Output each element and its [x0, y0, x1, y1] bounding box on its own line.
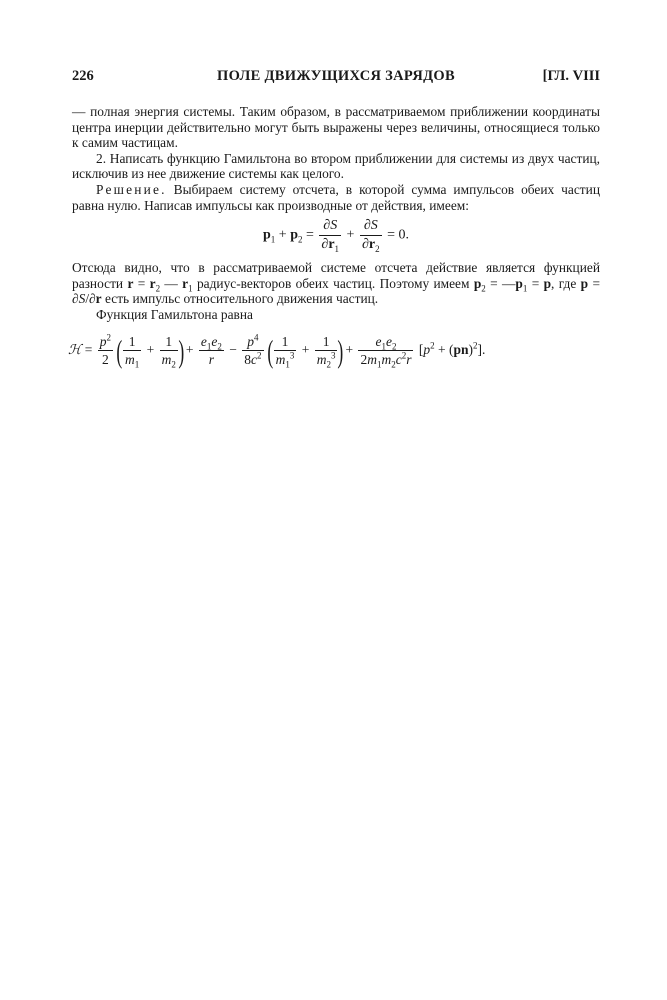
paragraph-problem-2: 2. Написать функцию Гамильтона во втором приближении для системы из двух частиц, исключив из нее движение системы как целого. [72, 150, 600, 182]
solution-label: Решение. [96, 181, 167, 197]
equation-momentum-sum: $p_1 + p_2$ = $\frac{\partial S}{\partial r_1}$ + $\frac{\partial S}{\partial r_2}$ = 0. [263, 218, 409, 254]
chapter-reference: [ГЛ. VIII [542, 68, 600, 84]
paragraph-relative-motion: Отсюда видно, что в рассматриваемой системе отсчета действие является функцией разности $r = r_2$ — $r_1$ радиус-векторов обеих частиц. Поэтому имеем $p_2$ = $—p_1 = p$, где p = ∂S/∂r есть импульс относительного движения частиц. [72, 260, 601, 307]
page-header [72, 68, 600, 90]
paragraph-hamiltonian-intro: Функция Гамильтона равна [96, 306, 253, 322]
page-number: 226 [72, 68, 94, 84]
equation-hamiltonian: ℋ = $\frac{p^2}{2}$ ( $\frac{1}{m_1}$ + $\frac{1}{m_2}$ ) + $\frac{e_1e_2}{r}$ − $\frac{p^4}{8c^2}$ ( $\frac{1}{m_1^3}$ + $\frac{1}{m_2^3}$ ) + $\frac{e_1e_2}{2m_1m_2c^2r}$ $[p^2 + (pn)^2]$. [68, 332, 486, 370]
paragraph-energy: — полная энергия системы. Таким образом, в рассматриваемом приближении координаты центра инерции действительно могут быть выражены через величины, относящиеся только к самим частицам. [72, 104, 600, 151]
running-title: ПОЛЕ ДВИЖУЩИХСЯ ЗАРЯДОВ [217, 68, 455, 84]
paragraph-solution [72, 182, 600, 213]
solution-text: Выбираем систему отсчета, в которой сумма импульсов обеих частиц равна нулю. Написав импульсы как производные от действия, имеем: [72, 181, 600, 213]
book-page [68, 68, 601, 370]
body-text [68, 104, 601, 370]
